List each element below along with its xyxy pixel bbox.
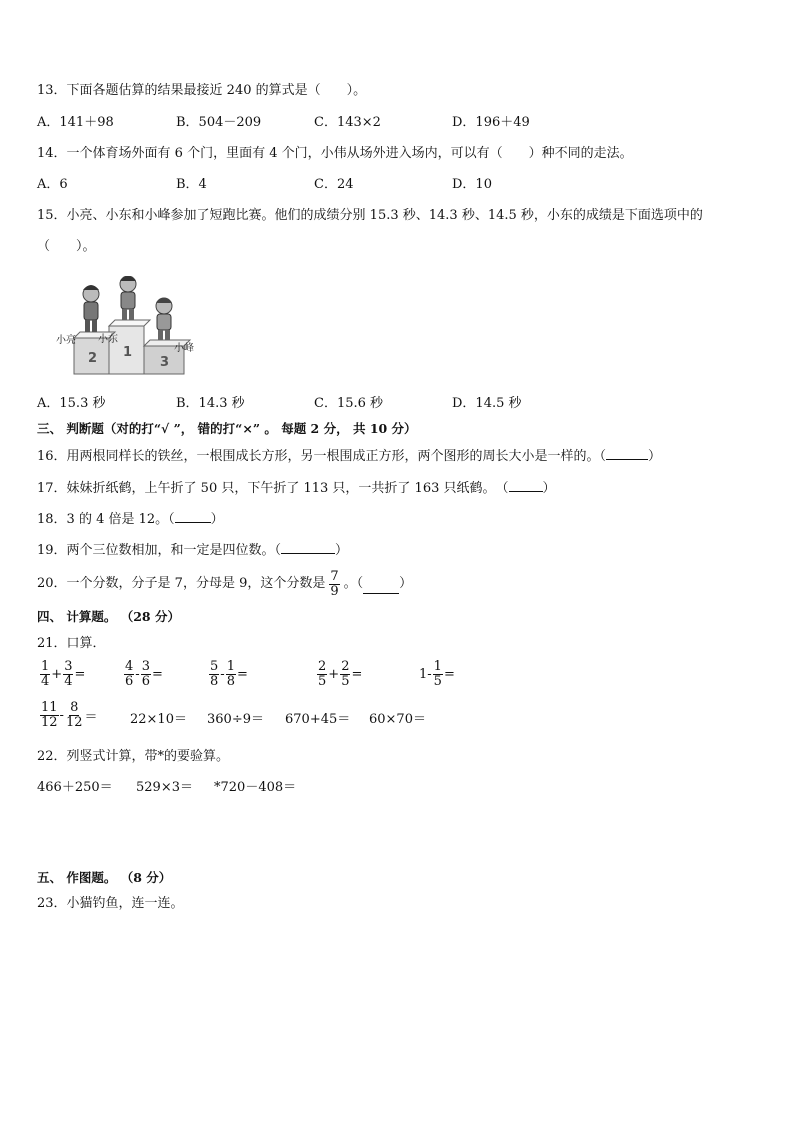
q13-option-b: B．504－209 bbox=[176, 115, 262, 130]
q21-row1-item-1: $\frac{1}{4}$ + $\frac{3}{4}$ = bbox=[41, 659, 86, 689]
q20-line bbox=[37, 566, 412, 602]
q19-close: ） bbox=[335, 543, 349, 558]
q15-option-c: C．15.6 秒 bbox=[314, 396, 384, 411]
child-figure-left bbox=[83, 285, 99, 332]
q13-option-c: C．143×2 bbox=[314, 115, 381, 130]
q16-answer-blank[interactable] bbox=[606, 447, 648, 460]
q14-option-a: A．6 bbox=[37, 177, 68, 192]
q17-close: ） bbox=[542, 481, 556, 496]
q17-line bbox=[37, 479, 556, 498]
q21-row1-item-3: $\frac{5}{8}$ - $\frac{1}{8}$ = bbox=[210, 659, 248, 689]
q21-row1-item-5: 1- $\frac{1}{5}$ = bbox=[419, 659, 455, 689]
q15-stem-line1: 15．小亮、小东和小峰参加了短跑比赛。他们的成绩分别 15.3 秒、14.3 秒、14.5 秒，小东的成绩是下面选项中的 bbox=[37, 208, 703, 223]
child-figure-right bbox=[156, 298, 172, 340]
label-xiaofeng: 小峰 bbox=[174, 343, 194, 354]
section-3-title: 三、 判断题（对的打“√ ”， 错的打“×” 。 每题 2 分， 共 10 分） bbox=[37, 421, 417, 436]
q18-answer-blank[interactable] bbox=[175, 510, 211, 523]
podium-number-3: 3 bbox=[160, 355, 170, 370]
q19-text: 19．两个三位数相加，和一定是四位数。（ bbox=[37, 543, 282, 558]
q22-title: 22．列竖式计算，带*的要验算。 bbox=[37, 749, 230, 764]
q20-after: 。（ bbox=[343, 576, 364, 591]
q20-denominator: 9 bbox=[330, 583, 339, 599]
q21-row1-item-4: $\frac{2}{5}$ + $\frac{2}{5}$ = bbox=[318, 659, 363, 689]
q23-text: 23．小猫钓鱼，连一连。 bbox=[37, 896, 184, 911]
q20-answer-blank[interactable] bbox=[363, 581, 399, 594]
q13-option-a: A．141＋98 bbox=[37, 115, 114, 130]
q20-numerator: 7 bbox=[330, 568, 339, 584]
q18-text: 18．3 的 4 倍是 12。（ bbox=[37, 512, 175, 527]
q15-option-b: B．14.3 秒 bbox=[176, 396, 245, 411]
q16-text: 16．用两根同样长的铁丝，一根围成长方形，另一根围成正方形，两个图形的周长大小是一样的。（ bbox=[37, 449, 607, 464]
q14-option-d: D．10 bbox=[452, 177, 492, 192]
q16-close: ） bbox=[648, 449, 662, 464]
q17-answer-blank[interactable] bbox=[509, 479, 543, 492]
q20-fraction bbox=[329, 570, 339, 599]
label-xiaoliang: 小亮 bbox=[56, 335, 76, 346]
q19-line bbox=[37, 541, 348, 560]
q21-row2-item-2: 22×10＝ bbox=[130, 712, 187, 727]
q22-item-3: *720－408＝ bbox=[214, 780, 297, 795]
q15-stem-line2: （ ）。 bbox=[37, 239, 96, 254]
q18-line bbox=[37, 510, 224, 529]
q21-row1-item-2: $\frac{4}{6}$ - $\frac{3}{6}$ = bbox=[125, 659, 163, 689]
q13-stem: 13．下面各题估算的结果最接近 240 的算式是（ ）。 bbox=[37, 83, 367, 98]
q20-close: ） bbox=[399, 576, 413, 591]
q14-option-b: B．4 bbox=[176, 177, 207, 192]
q22-item-2: 529×3＝ bbox=[136, 780, 193, 795]
q13-option-d: D．196＋49 bbox=[452, 115, 530, 130]
q15-option-a: A．15.3 秒 bbox=[37, 396, 106, 411]
q21-row2-item-3: 360÷9＝ bbox=[207, 712, 264, 727]
q19-answer-blank[interactable] bbox=[281, 541, 335, 554]
label-xiaodong: 小东 bbox=[98, 334, 118, 345]
q14-stem: 14．一个体育场外面有 6 个门，里面有 4 个门，小伟从场外进入场内，可以有（ ）种不同的走法。 bbox=[37, 146, 633, 161]
q21-row2-fraction-item: $\frac{11}{12}$ - $\frac{8}{12}$ ＝ bbox=[41, 700, 98, 730]
q20-text: 20．一个分数，分子是 7，分母是 9，这个分数是 bbox=[37, 576, 326, 591]
q15-option-d: D．14.5 秒 bbox=[452, 396, 522, 411]
section-4-title: 四、 计算题。 （28 分） bbox=[37, 609, 180, 624]
child-figure-middle bbox=[120, 276, 136, 320]
q21-title: 21．口算． bbox=[37, 636, 106, 651]
q16-line bbox=[37, 447, 661, 466]
q21-row2-item-5: 60×70＝ bbox=[369, 712, 426, 727]
podium-number-1: 1 bbox=[123, 345, 133, 360]
podium-figure bbox=[54, 276, 204, 376]
q18-close: ） bbox=[210, 512, 224, 527]
section-5-title: 五、 作图题。 （8 分） bbox=[37, 870, 172, 885]
q21-row2-item-4: 670+45＝ bbox=[285, 712, 351, 727]
podium-number-2: 2 bbox=[88, 351, 98, 366]
q17-text: 17．妹妹折纸鹤，上午折了 50 只，下午折了 113 只，一共折了 163 只纸鹤。 （ bbox=[37, 481, 509, 496]
q14-option-c: C．24 bbox=[314, 177, 354, 192]
q22-item-1: 466＋250＝ bbox=[37, 780, 113, 795]
